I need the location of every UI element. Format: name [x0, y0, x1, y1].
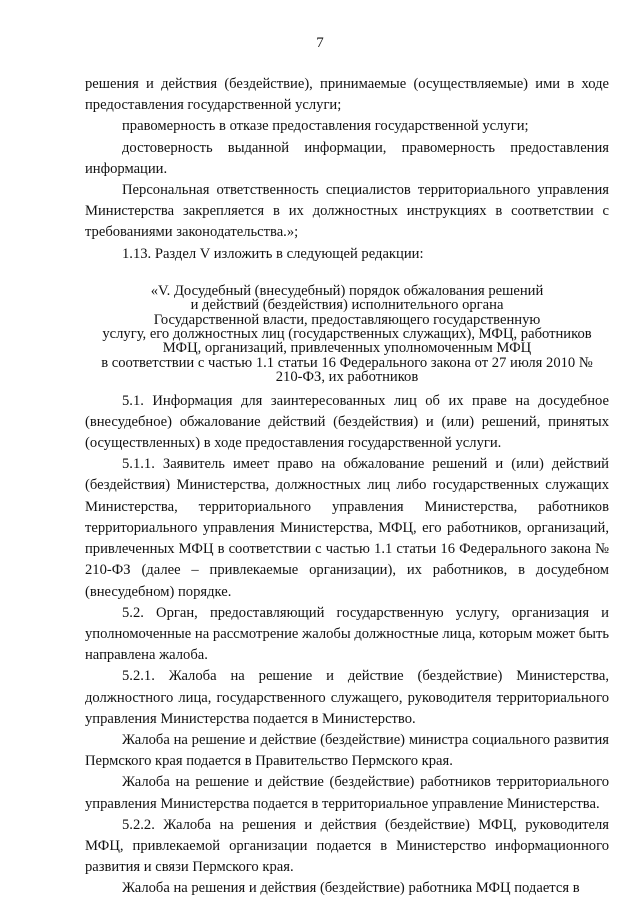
- page-number: 7: [316, 35, 324, 51]
- heading-line: и действий (бездействия) исполнительного органа: [190, 297, 504, 314]
- paragraph: Жалоба на решение и действие (бездействие) министра социального развития Пермского края подается в Правительство Пермского края.: [85, 731, 609, 770]
- paragraph: 5.1. Информация для заинтересованных лиц об их праве на досудебное (внесудебное) обжалование действий (бездействия) и (или) решений, принятых (осуществленных) в ходе предоставления государственной услуги.: [85, 392, 609, 452]
- paragraph: Персональная ответственность специалистов территориального управления Министерства закрепляется в их должностных инструкциях в соответствии с требованиями законодательства.»;: [85, 182, 609, 241]
- paragraph: решения и действия (бездействие), принимаемые (осуществляемые) ими в ходе предоставления государственной услуги;: [85, 76, 609, 114]
- heading-line: МФЦ, организаций, привлеченных уполномоченным МФЦ: [162, 340, 532, 357]
- paragraph: 1.13. Раздел V изложить в следующей редакции:: [122, 245, 424, 262]
- paragraph: 5.2. Орган, предоставляющий государственную услугу, организация и уполномоченные на рассмотрение жалобы должностные лица, которым может быть направлена жалоба.: [85, 604, 609, 664]
- paragraph: Жалоба на решения и действия (бездействие) работника МФЦ подается в: [122, 880, 580, 897]
- paragraph: 5.2.1. Жалоба на решение и действие (бездействие) Министерства, должностного лица, государственного служащего, руководителя территориального управления Министерства подается в Министерство.: [85, 668, 609, 727]
- section-heading: [85, 284, 609, 385]
- heading-line: услугу, его должностных лиц (государственных служащих), МФЦ, работников: [102, 326, 592, 343]
- paragraph: 5.1.1. Заявитель имеет право на обжалование решений и (или) действий (бездействия) Министерства, должностных лиц либо государственных служащих Министерства, территориального управления Министерства, работников территориального управления Министерства, МФЦ, его работников, организаций, привлеченных МФЦ в соответствии с частью 1.1 статьи 16 Федерального закона № 210-ФЗ (далее – привлекаемые организации), их работников, в досудебном (внесудебном) порядке.: [85, 456, 609, 600]
- paragraph: Жалоба на решение и действие (бездействие) работников территориального управления Министерства подается в территориальное управление Министерства.: [85, 774, 609, 812]
- paragraph: правомерность в отказе предоставления государственной услуги;: [122, 118, 529, 135]
- paragraph: 5.2.2. Жалоба на решения и действия (бездействие) МФЦ, руководителя МФЦ, привлекаемой организации подается в Министерство информационного развития и связи Пермского края.: [85, 816, 609, 876]
- heading-line: в соответствии с частью 1.1 статьи 16 Федерального закона от 27 июля 2010 №: [101, 354, 593, 371]
- heading-line: 210-ФЗ, их работников: [275, 369, 419, 386]
- heading-line: «V. Досудебный (внесудебный) порядок обжалования решений: [150, 282, 544, 299]
- document-body: [85, 74, 609, 900]
- paragraph: достоверность выданной информации, правомерность предоставления информации.: [85, 139, 609, 177]
- heading-line: Государственной власти, предоставляющего государственную: [153, 311, 541, 328]
